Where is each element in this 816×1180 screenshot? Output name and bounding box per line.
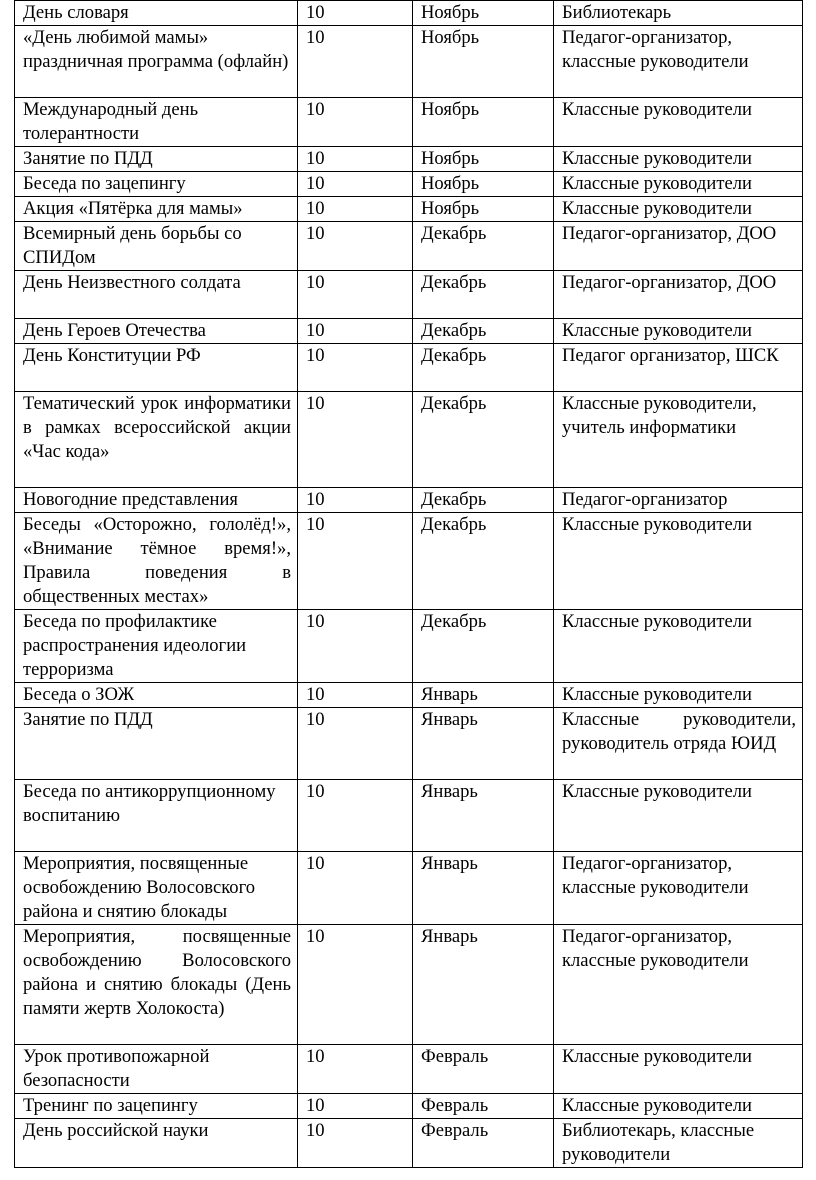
- month-cell: Декабрь: [413, 610, 554, 683]
- event-cell: Тренинг по зацепингу: [15, 1094, 298, 1119]
- grade-cell: 10: [298, 392, 413, 488]
- event-cell: Беседа по профилактике распространения идеологии терроризма: [15, 610, 298, 683]
- table-row: [15, 780, 803, 852]
- responsible-cell: Педагог-организатор, классные руководители: [554, 26, 803, 98]
- event-cell: Беседы «Осторожно, гололёд!», «Внимание тёмное время!», Правила поведения в общественных местах»: [15, 513, 298, 610]
- month-cell: Февраль: [413, 1119, 554, 1168]
- month-cell: Декабрь: [413, 271, 554, 319]
- event-cell: Беседа по зацепингу: [15, 172, 298, 197]
- event-cell: День словаря: [15, 1, 298, 26]
- table-row: [15, 392, 803, 488]
- grade-cell: 10: [298, 319, 413, 344]
- responsible-cell: Педагог-организатор, ДОО: [554, 271, 803, 319]
- event-cell: Тематический урок информатики в рамках всероссийской акции «Час кода»: [15, 392, 298, 488]
- grade-cell: 10: [298, 98, 413, 147]
- month-cell: Декабрь: [413, 344, 554, 392]
- grade-cell: 10: [298, 26, 413, 98]
- grade-cell: 10: [298, 147, 413, 172]
- grade-cell: 10: [298, 271, 413, 319]
- grade-cell: 10: [298, 222, 413, 271]
- table-row: [15, 852, 803, 925]
- table-row: [15, 1094, 803, 1119]
- event-cell: Беседа о ЗОЖ: [15, 683, 298, 708]
- grade-cell: 10: [298, 1119, 413, 1168]
- grade-cell: 10: [298, 1094, 413, 1119]
- grade-cell: 10: [298, 925, 413, 1045]
- responsible-cell: Педагог-организатор, классные руководители: [554, 925, 803, 1045]
- grade-cell: 10: [298, 1045, 413, 1094]
- event-cell: Всемирный день борьбы со СПИДом: [15, 222, 298, 271]
- grade-cell: 10: [298, 780, 413, 852]
- table-row: [15, 222, 803, 271]
- table-row: [15, 683, 803, 708]
- responsible-cell: Классные руководители: [554, 610, 803, 683]
- table-row: [15, 344, 803, 392]
- event-cell: Урок противопожарной безопасности: [15, 1045, 298, 1094]
- table-row: [15, 147, 803, 172]
- month-cell: Декабрь: [413, 222, 554, 271]
- month-cell: Декабрь: [413, 392, 554, 488]
- responsible-cell: Классные руководители: [554, 1094, 803, 1119]
- event-cell: Занятие по ПДД: [15, 147, 298, 172]
- month-cell: Январь: [413, 780, 554, 852]
- month-cell: Январь: [413, 852, 554, 925]
- table-row: [15, 319, 803, 344]
- grade-cell: 10: [298, 683, 413, 708]
- month-cell: Ноябрь: [413, 1, 554, 26]
- responsible-cell: Классные руководители, руководитель отряда ЮИД: [554, 708, 803, 780]
- document-page: [14, 0, 802, 1168]
- responsible-cell: Педагог организатор, ШСК: [554, 344, 803, 392]
- event-cell: Международный день толерантности: [15, 98, 298, 147]
- responsible-cell: Классные руководители: [554, 172, 803, 197]
- event-cell: День Неизвестного солдата: [15, 271, 298, 319]
- month-cell: Январь: [413, 708, 554, 780]
- month-cell: Январь: [413, 683, 554, 708]
- event-cell: Мероприятия, посвященные освобождению Волосовского района и снятию блокады: [15, 852, 298, 925]
- grade-cell: 10: [298, 197, 413, 222]
- month-cell: Ноябрь: [413, 147, 554, 172]
- grade-cell: 10: [298, 610, 413, 683]
- table-row: [15, 26, 803, 98]
- month-cell: Январь: [413, 925, 554, 1045]
- responsible-cell: Классные руководители: [554, 1045, 803, 1094]
- month-cell: Декабрь: [413, 513, 554, 610]
- grade-cell: 10: [298, 708, 413, 780]
- event-cell: «День любимой мамы» праздничная программа (офлайн): [15, 26, 298, 98]
- table-row: [15, 513, 803, 610]
- grade-cell: 10: [298, 513, 413, 610]
- month-cell: Февраль: [413, 1094, 554, 1119]
- event-cell: Беседа по антикоррупционному воспитанию: [15, 780, 298, 852]
- responsible-cell: Классные руководители: [554, 683, 803, 708]
- event-cell: День Героев Отечества: [15, 319, 298, 344]
- responsible-cell: Классные руководители, учитель информатики: [554, 392, 803, 488]
- month-cell: Ноябрь: [413, 98, 554, 147]
- table-row: [15, 197, 803, 222]
- responsible-cell: Педагог-организатор, ДОО: [554, 222, 803, 271]
- responsible-cell: Библиотекарь: [554, 1, 803, 26]
- table-row: [15, 172, 803, 197]
- responsible-cell: Классные руководители: [554, 197, 803, 222]
- grade-cell: 10: [298, 488, 413, 513]
- month-cell: Декабрь: [413, 319, 554, 344]
- responsible-cell: Педагог-организатор: [554, 488, 803, 513]
- table-row: [15, 1, 803, 26]
- responsible-cell: Педагог-организатор, классные руководители: [554, 852, 803, 925]
- grade-cell: 10: [298, 852, 413, 925]
- grade-cell: 10: [298, 344, 413, 392]
- month-cell: Ноябрь: [413, 26, 554, 98]
- event-cell: День Конституции РФ: [15, 344, 298, 392]
- responsible-cell: Классные руководители: [554, 147, 803, 172]
- responsible-cell: Классные руководители: [554, 513, 803, 610]
- table-row: [15, 488, 803, 513]
- table-row: [15, 271, 803, 319]
- month-cell: Февраль: [413, 1045, 554, 1094]
- table-row: [15, 925, 803, 1045]
- event-cell: День российской науки: [15, 1119, 298, 1168]
- table-row: [15, 708, 803, 780]
- grade-cell: 10: [298, 1, 413, 26]
- responsible-cell: Классные руководители: [554, 780, 803, 852]
- responsible-cell: Классные руководители: [554, 98, 803, 147]
- month-cell: Ноябрь: [413, 172, 554, 197]
- responsible-cell: Классные руководители: [554, 319, 803, 344]
- month-cell: Ноябрь: [413, 197, 554, 222]
- events-schedule-table: [14, 0, 803, 1168]
- responsible-cell: Библиотекарь, классные руководители: [554, 1119, 803, 1168]
- event-cell: Занятие по ПДД: [15, 708, 298, 780]
- month-cell: Декабрь: [413, 488, 554, 513]
- table-row: [15, 610, 803, 683]
- event-cell: Мероприятия, посвященные освобождению Волосовского района и снятию блокады (День памяти жертв Холокоста): [15, 925, 298, 1045]
- event-cell: Акция «Пятёрка для мамы»: [15, 197, 298, 222]
- grade-cell: 10: [298, 172, 413, 197]
- table-row: [15, 1119, 803, 1168]
- table-row: [15, 98, 803, 147]
- table-row: [15, 1045, 803, 1094]
- event-cell: Новогодние представления: [15, 488, 298, 513]
